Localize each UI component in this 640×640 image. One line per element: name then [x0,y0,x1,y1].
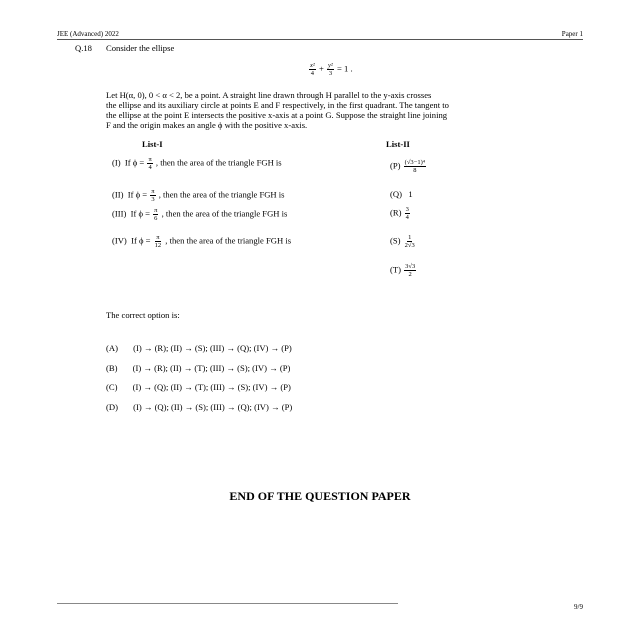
list2-item-Q: (Q) 1 [390,189,413,199]
list2-item-P: (P) $\frac{\text{(√3−1)⁴}}{8}$ [390,159,426,174]
paragraph-line-1: Let H(α, 0), 0 < α < 2, be a point. A straight line drawn through H parallel to the y-axis crosses [106,90,432,100]
question-number: Q.18 [75,43,92,53]
option-D[interactable]: (D) (I) → (Q); (II) → (S); (III) → (Q); (IV) → (P) [106,402,293,412]
option-A[interactable]: (A) (I) → (R); (II) → (S); (III) → (Q); (IV) → (P) [106,343,292,353]
paragraph-line-2: the ellipse and its auxiliary circle at points E and F respectively, in the first quadrant. The tangent to [106,100,449,110]
list1-heading: List-I [142,139,163,149]
list2-item-R: (R) $\frac{3}{4}$ [390,206,409,221]
list2-heading: List-II [386,139,410,149]
list2-item-T: (T) $\frac{3√3}{2}$ [390,263,416,278]
end-of-paper-text: END OF THE QUESTION PAPER [229,489,411,503]
header-left: JEE (Advanced) 2022 [57,30,119,38]
list1-item-III: (III) If ϕ = $\frac{\pi}{6}$ , then the area of the triangle FGH is [112,207,288,222]
header-rule [57,39,583,40]
list1-item-I: (I) If ϕ = $\frac{\pi}{4}$ , then the area of the triangle FGH is [112,156,282,171]
option-C[interactable]: (C) (I) → (Q); (II) → (T); (III) → (S); (IV) → (P) [106,382,291,392]
header-right: Paper 1 [561,30,583,38]
correct-option-prompt: The correct option is: [106,310,180,320]
paragraph-line-3: the ellipse at the point E intersects the positive x-axis at a point G. Suppose the straight line joining [106,110,448,120]
footer-rule [57,603,398,604]
ellipse-equation: $\frac{\text{x²}}{4}$ + $\frac{\text{y²}}{3}$ = 1 . [310,62,353,77]
list2-item-S: (S) $\frac{1}{2√3}$ [390,234,415,249]
list1-item-II: (II) If ϕ = $\frac{\pi}{3}$ , then the area of the triangle FGH is [112,188,285,203]
option-B[interactable]: (B) (I) → (R); (II) → (T); (III) → (S); (IV) → (P) [106,363,291,373]
paragraph-line-4: F and the origin makes an angle ϕ with the positive x-axis. [106,120,308,130]
question-intro: Consider the ellipse [106,43,175,53]
x-fraction: $\frac{\text{x²}}{4}$ [310,62,315,77]
list1-item-IV: (IV) If ϕ = $\frac{\pi}{12}$ , then the area of the triangle FGH is [112,234,292,249]
y-fraction: $\frac{\text{y²}}{3}$ [328,62,333,77]
page-number: 9/9 [574,603,583,611]
